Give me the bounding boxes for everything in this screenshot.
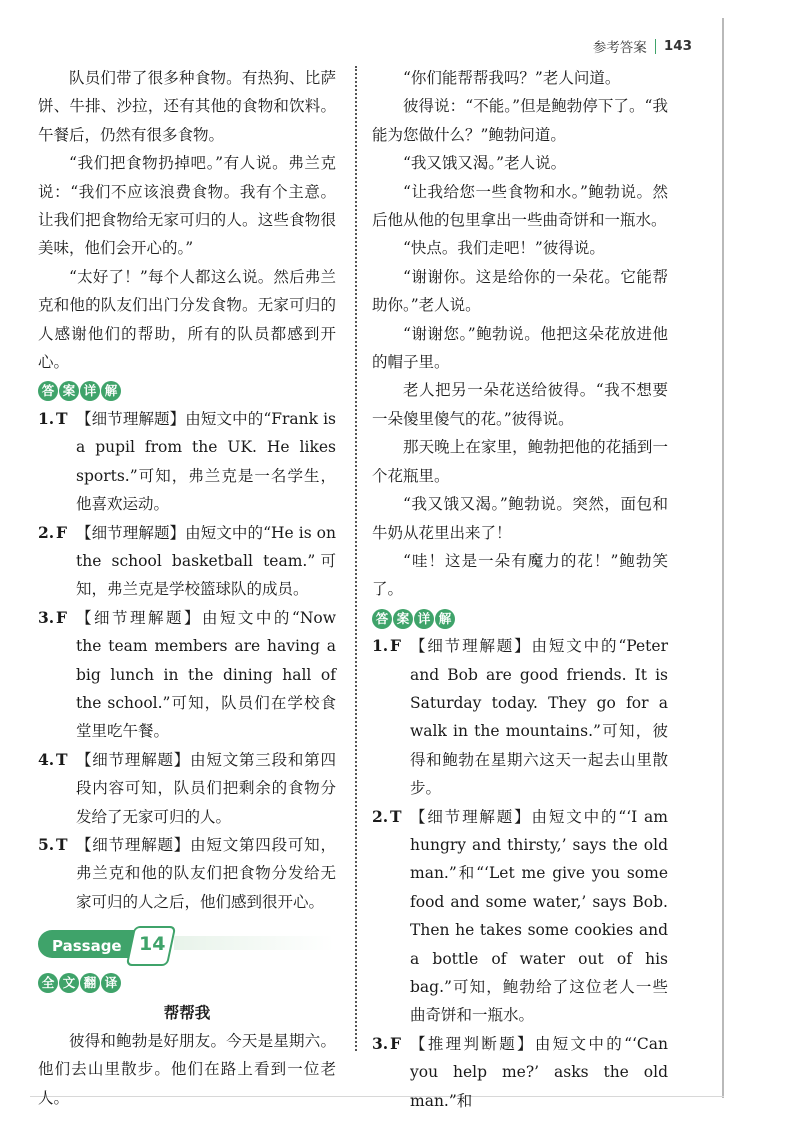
- translation-paragraph: 彼得和鲍勃是好朋友。今天是星期六。他们去山里散步。他们在路上看到一位老人。: [38, 1032, 336, 1107]
- answer-mark: T: [56, 749, 68, 769]
- answer-text: 【细节理解题】由短文中的“He is on the school basketball team.”可知，弗兰克是学校篮球队的成员。: [76, 523, 336, 599]
- page-number: 143: [663, 38, 692, 54]
- answers-badge: [38, 381, 121, 401]
- left-column: [38, 64, 336, 1112]
- answers-badge: [372, 609, 455, 629]
- story-paragraph: 队员们带了很多种食物。有热狗、比萨饼、牛排、沙拉，还有其他的食物和饮料。午餐后，仍然有很多食物。: [38, 69, 336, 144]
- badge-char: 详: [414, 609, 434, 629]
- answer-text: 【细节理解题】由短文第四段可知，弗兰克和他的队友们把食物分发给无家可归的人之后，他们感到很开心。: [76, 835, 336, 911]
- story-paragraph: 彼得说：“不能。”但是鲍勃停下了。“我能为您做什么？”鲍勃问道。: [372, 97, 668, 144]
- answer-mark: F: [390, 636, 402, 656]
- story-paragraph: “谢谢你。这是给你的一朵花。它能帮助你。”老人说。: [372, 267, 668, 315]
- answer-number: 3.: [38, 607, 55, 627]
- badge-char: 案: [393, 609, 413, 629]
- answer-item: [38, 604, 336, 746]
- badge-char: 解: [435, 609, 455, 629]
- translation-title: 帮帮我: [163, 1002, 211, 1022]
- page-edge: [722, 18, 724, 1098]
- story-paragraph: “快点。我们走吧！”彼得说。: [403, 239, 605, 258]
- badge-char: 译: [101, 973, 121, 993]
- answer-item: [38, 746, 336, 831]
- answer-mark: F: [390, 1033, 402, 1053]
- answer-number: 2.: [372, 806, 389, 826]
- answer-mark: T: [390, 806, 402, 826]
- answer-mark: F: [56, 607, 68, 627]
- section-title: 参考答案: [592, 40, 647, 56]
- running-header: [593, 36, 692, 56]
- right-column: [372, 64, 668, 1115]
- answer-item: [372, 803, 668, 1030]
- answer-text: 【细节理解题】由短文第三段和第四段内容可知，队员们把剩余的食物分发给了无家可归的人。: [76, 750, 336, 826]
- answer-text: 【细节理解题】由短文中的“Frank is a pupil from the UK. He likes sports.”可知，弗兰克是一名学生，他喜欢运动。: [76, 409, 336, 514]
- answer-text: 【推理判断题】由短文中的“‘Can you help me?’ asks the old man.”和: [410, 1034, 668, 1110]
- passage-label: Passage: [52, 937, 122, 956]
- story-paragraph: 那天晚上在家里，鲍勃把他的花插到一个花瓶里。: [372, 438, 668, 485]
- answer-number: 5.: [38, 834, 55, 854]
- story-paragraph: “我又饿又渴。”鲍勃说。突然，面包和牛奶从花里出来了！: [372, 495, 668, 542]
- badge-char: 文: [59, 973, 79, 993]
- story-paragraph: “我们把食物扔掉吧。”有人说。弗兰克说：“我们不应该浪费食物。我有个主意。让我们把食物给无家可归的人。这些食物很美味，他们会开心的。”: [38, 154, 336, 258]
- answer-mark: T: [56, 408, 68, 428]
- badge-char: 案: [59, 381, 79, 401]
- badge-char: 全: [38, 973, 58, 993]
- story-paragraph: 老人把另一朵花送给彼得。“我不想要一朵傻里傻气的花。”彼得说。: [372, 381, 668, 428]
- answer-mark: F: [56, 522, 68, 542]
- story-paragraph: “太好了！”每个人都这么说。然后弗兰克和他的队友们出门分发食物。无家可归的人感谢他们的帮助，所有的队员都感到开心。: [38, 267, 336, 372]
- answer-number: 3.: [372, 1033, 389, 1053]
- answer-item: [372, 1030, 668, 1115]
- answer-number: 4.: [38, 749, 55, 769]
- answer-number: 2.: [38, 522, 55, 542]
- answer-item: [38, 519, 336, 604]
- answer-number: 1.: [372, 636, 389, 656]
- story-paragraph: “我又饿又渴。”老人说。: [403, 154, 567, 173]
- passage-number: 14: [139, 933, 166, 956]
- badge-char: 翻: [80, 973, 100, 993]
- answer-text: 【细节理解题】由短文中的“Now the team members are having a big lunch in the dining hall of the school.”可知，队员们在学校食堂里吃午餐。: [76, 608, 336, 741]
- column-divider: [355, 66, 357, 1051]
- answer-text: 【细节理解题】由短文中的“Peter and Bob are good friends. It is Saturday today. They go for a walk in the mountains.”可知，彼得和鲍勃在星期六这天一起去山里散步。: [410, 637, 668, 798]
- answer-item: [38, 405, 336, 519]
- badge-char: 答: [372, 609, 392, 629]
- answer-number: 1.: [38, 408, 55, 428]
- answer-text: 【细节理解题】由短文中的“‘I am hungry and thirsty,’ says the old man.”和“‘Let me give you some food and some water,’ says Bob. Then he takes some cookies and a bottle of water out of his bag.”可知，鲍勃给了这位老人一些曲奇饼和一瓶水。: [410, 807, 668, 1025]
- answer-mark: T: [56, 834, 68, 854]
- badge-char: 解: [101, 381, 121, 401]
- story-paragraph: “谢谢您。”鲍勃说。他把这朵花放进他的帽子里。: [372, 324, 668, 372]
- story-paragraph: “让我给您一些食物和水。”鲍勃说。然后他从他的包里拿出一些曲奇饼和一瓶水。: [372, 182, 668, 230]
- answer-item: [372, 632, 668, 802]
- banner-fade: [174, 936, 334, 950]
- badge-char: 详: [80, 381, 100, 401]
- story-paragraph: “哇！这是一朵有魔力的花！”鲍勃笑了。: [372, 551, 668, 599]
- passage-banner: [38, 926, 336, 962]
- answer-item: [38, 831, 336, 916]
- badge-char: 答: [38, 381, 58, 401]
- story-paragraph: “你们能帮帮我吗？”老人问道。: [403, 69, 621, 87]
- header-separator: [655, 39, 656, 54]
- translation-badge: [38, 973, 121, 993]
